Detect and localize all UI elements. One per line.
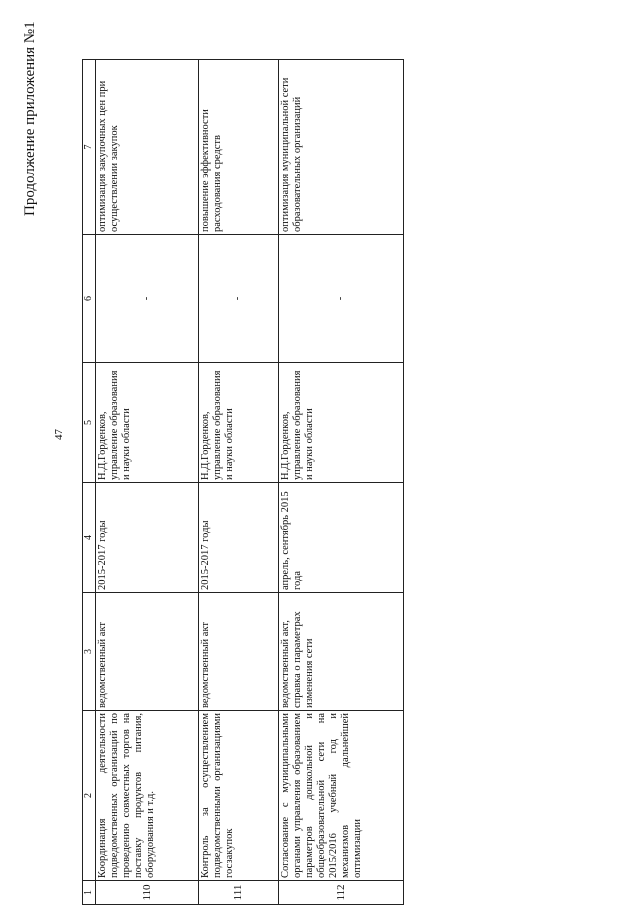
table-area bbox=[82, 60, 412, 905]
table-header-row bbox=[83, 60, 96, 905]
column-header: 6 bbox=[83, 235, 96, 363]
page-number bbox=[52, 420, 68, 450]
term-cell: 2015-2017 годы bbox=[96, 483, 199, 593]
page-number-text: 47 bbox=[53, 429, 65, 440]
responsible-cell: Н.Д.Горденков, управление образования и науки области bbox=[279, 363, 404, 483]
measure-cell: Контроль за осуществлением подведомственными организациями госзакупок bbox=[199, 711, 279, 881]
table-row bbox=[279, 60, 404, 905]
row-number: 110 bbox=[96, 881, 199, 905]
finance-cell: - bbox=[279, 235, 404, 363]
finance-cell: - bbox=[199, 235, 279, 363]
row-number: 112 bbox=[279, 881, 404, 905]
measure-cell: Согласование с муниципальными органами управления образованием параметров дошкольной и общеобразовательной сети на 2015/2016 учебный год и механизмов дальнейшей оптимизации bbox=[279, 711, 404, 881]
column-header: 2 bbox=[83, 711, 96, 881]
table-row bbox=[96, 60, 199, 905]
column-header: 1 bbox=[83, 881, 96, 905]
document-cell: ведомственный акт, справка о параметрах изменения сети bbox=[279, 593, 404, 711]
column-header: 4 bbox=[83, 483, 96, 593]
responsible-cell: Н.Д.Горденков, управление образования и науки области bbox=[96, 363, 199, 483]
term-cell: 2015-2017 годы bbox=[199, 483, 279, 593]
result-cell: повышение эффективности расходования средств bbox=[199, 60, 279, 235]
landscape-page bbox=[82, 60, 412, 905]
document-cell: ведомственный акт bbox=[96, 593, 199, 711]
responsible-cell: Н.Д.Горденков, управление образования и науки области bbox=[199, 363, 279, 483]
row-number: 111 bbox=[199, 881, 279, 905]
column-header: 3 bbox=[83, 593, 96, 711]
table-row bbox=[199, 60, 279, 905]
column-header: 5 bbox=[83, 363, 96, 483]
column-header: 7 bbox=[83, 60, 96, 235]
continuation-title bbox=[20, 16, 50, 216]
finance-cell: - bbox=[96, 235, 199, 363]
term-cell: апрель, сентябрь 2015 года bbox=[279, 483, 404, 593]
document-cell: ведомственный акт bbox=[199, 593, 279, 711]
result-cell: оптимизация закупочных цен при осуществлении закупок bbox=[96, 60, 199, 235]
continuation-title-text: Продолжение приложения №1 bbox=[22, 21, 38, 216]
measure-cell: Координация деятельности подведомственных организаций по проведению совместных торгов на поставку продуктов питания, оборудования и т.д. bbox=[96, 711, 199, 881]
measures-table bbox=[82, 59, 404, 905]
result-cell: оптимизация муниципальной сети образовательных организаций bbox=[279, 60, 404, 235]
